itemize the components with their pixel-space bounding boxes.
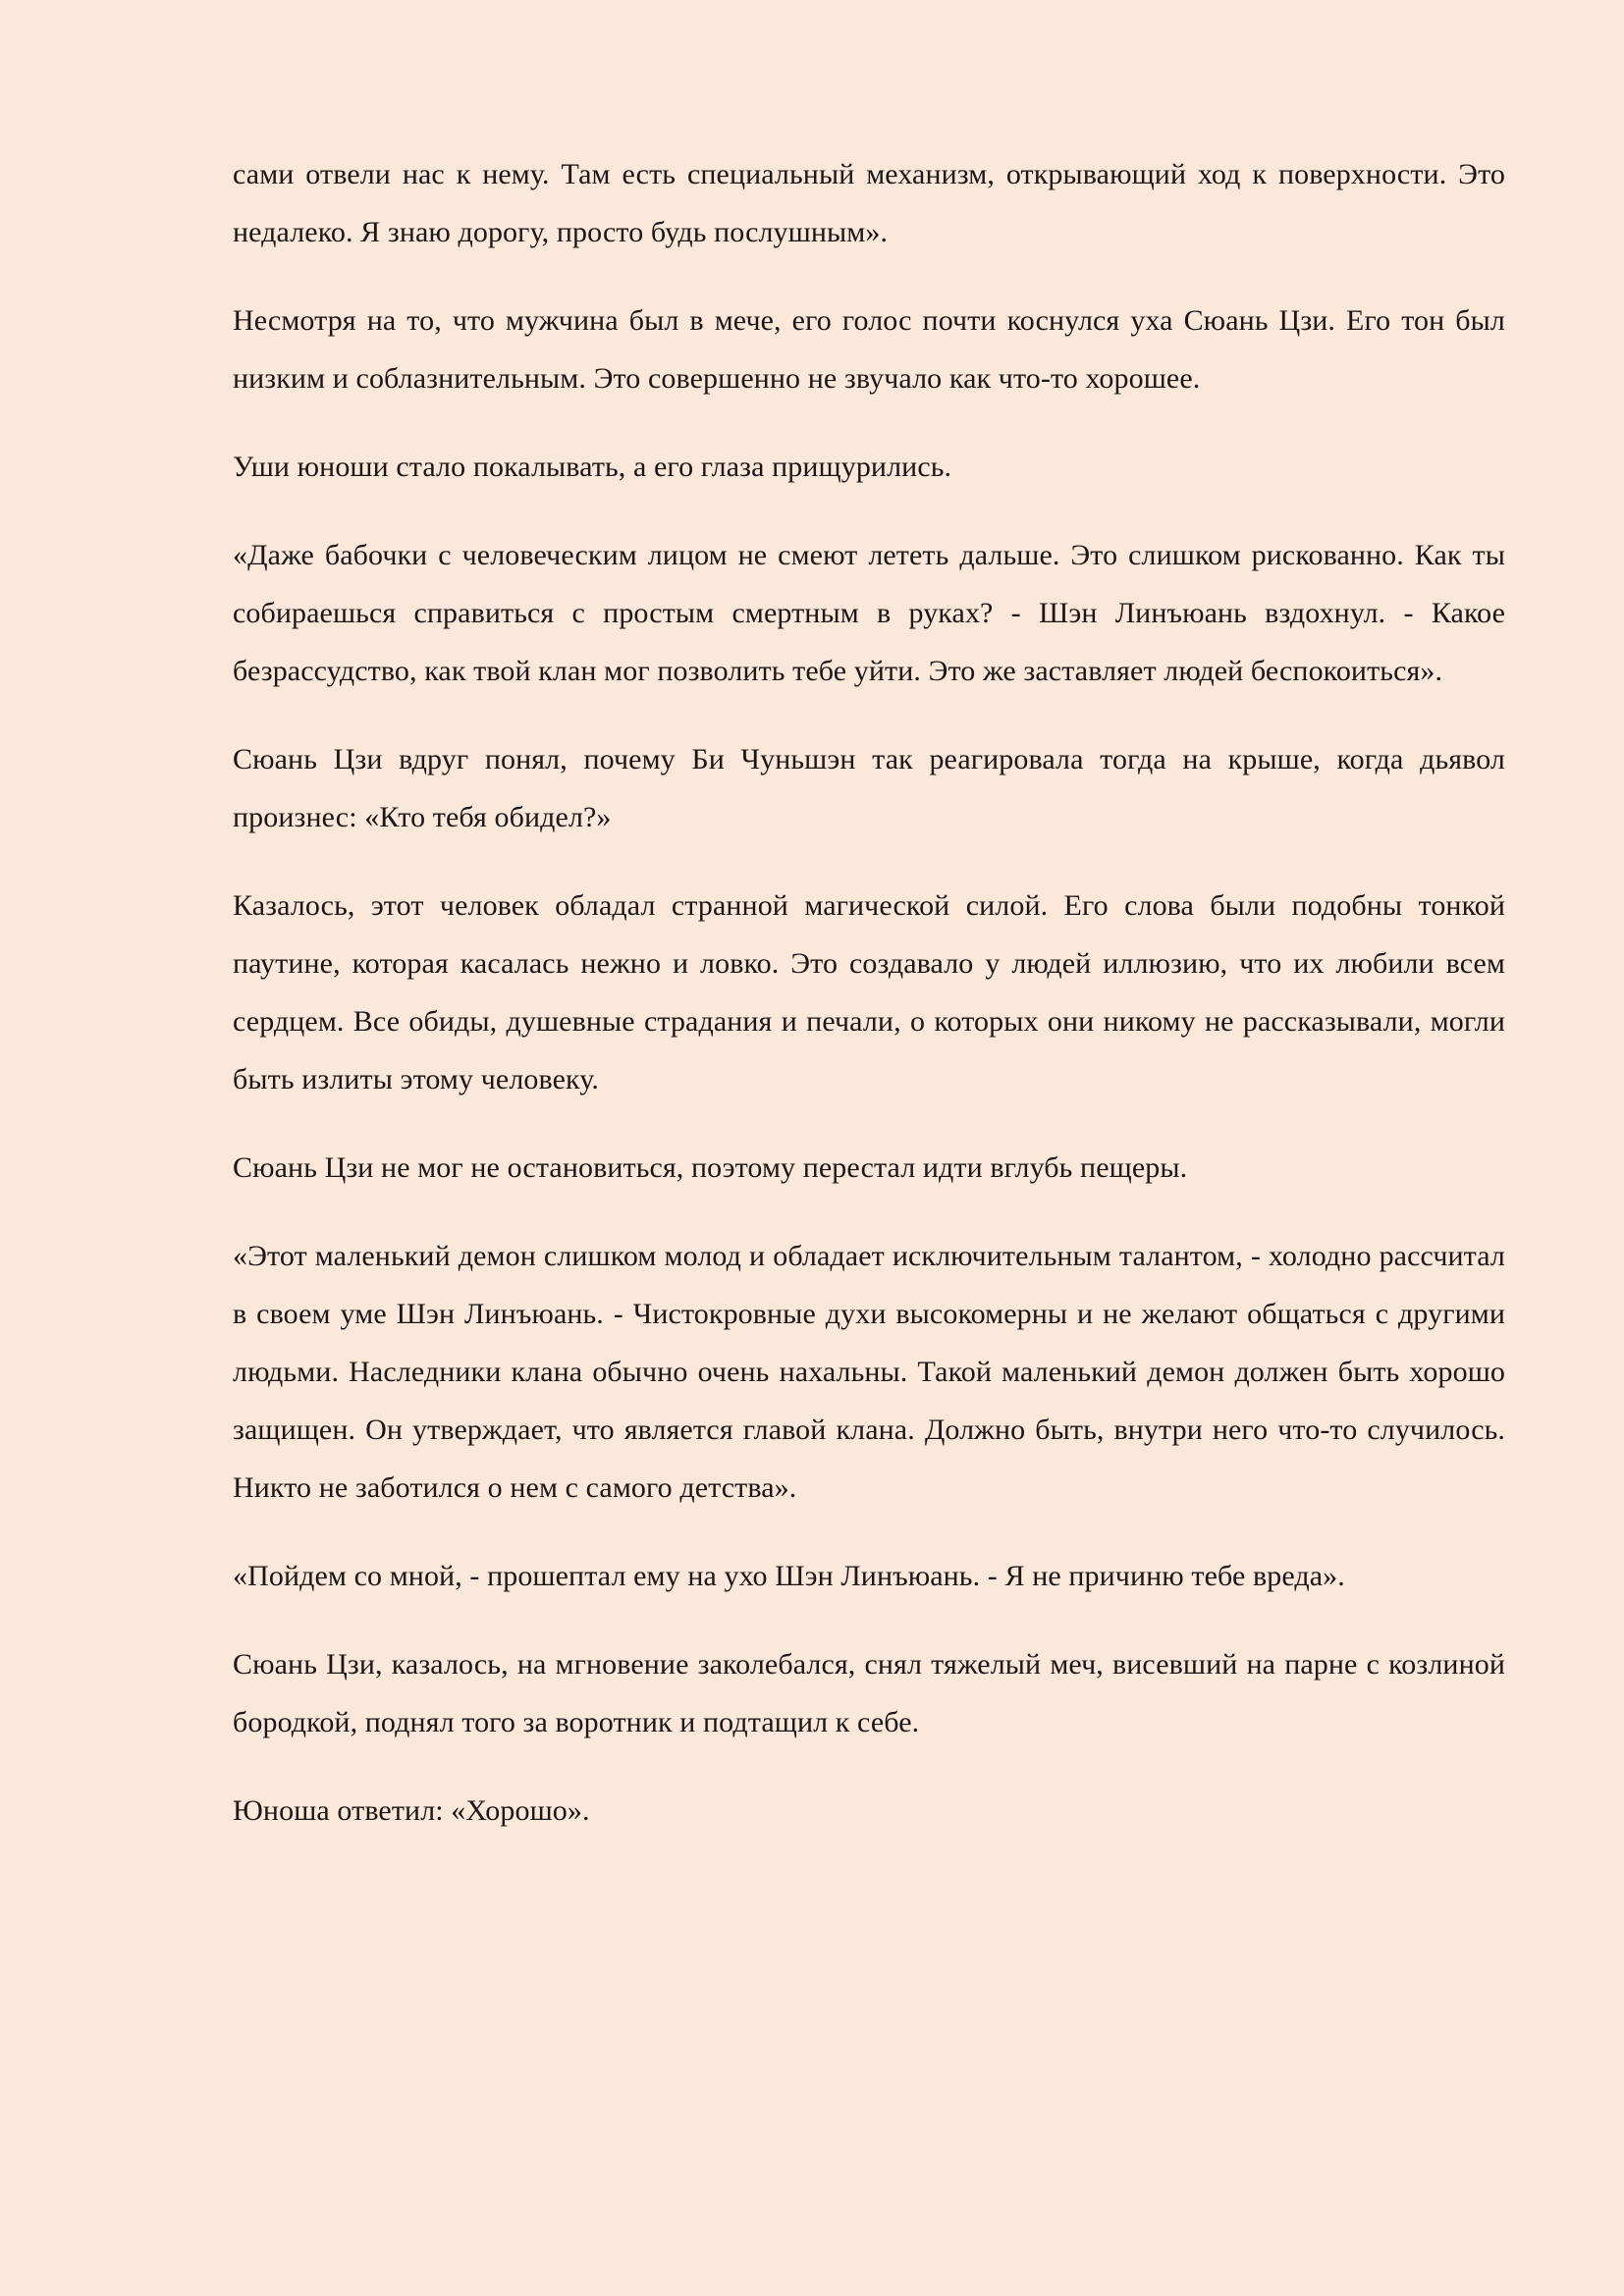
paragraph-9: «Пойдем со мной, - прошептал ему на ухо Шэн Линъюань. - Я не причиню тебе вреда». (233, 1560, 1345, 1592)
paragraph-10: Сюань Цзи, казалось, на мгновение заколебался, снял тяжелый меч, висевший на парне с козлиной бородкой, поднял того за воротник и подтащил к себе. (233, 1648, 1505, 1738)
paragraph-5: Сюань Цзи вдруг понял, почему Би Чуньшэн так реагировала тогда на крыше, когда дьявол произнес: «Кто тебя обидел?» (233, 743, 1505, 833)
paragraph-1: сами отвели нас к нему. Там есть специальный механизм, открывающий ход к поверхности. Это недалеко. Я знаю дорогу, просто будь послушным». (233, 158, 1505, 248)
paragraph-4: «Даже бабочки с человеческим лицом не смеют лететь дальше. Это слишком рискованно. Как ты собираешься справиться с простым смертным в руках? - Шэн Линъюань вздохнул. - Какое безрассудство, как твой клан мог позволить тебе уйти. Это же заставляет людей беспокоиться». (233, 539, 1505, 687)
paragraph-11: Юноша ответил: «Хорошо». (233, 1794, 590, 1827)
paragraph-3: Уши юноши стало покалывать, а его глаза прищурились. (233, 451, 952, 483)
paragraph-2: Несмотря на то, что мужчина был в мече, его голос почти коснулся уха Сюань Цзи. Его тон был низким и соблазнительным. Это совершенно не звучало как что-то хорошее. (233, 304, 1505, 395)
paragraph-8: «Этот маленький демон слишком молод и обладает исключительным талантом, - холодно рассчитал в своем уме Шэн Линъюань. - Чистокровные духи высокомерны и не желают общаться с другими людьми. Наследники клана обычно очень нахальны. Такой маленький демон должен быть хорошо защищен. Он утверждает, что является главой клана. Должно быть, внутри него что-то случилось. Никто не заботился о нем с самого детства». (233, 1240, 1505, 1504)
document-page (233, 145, 1505, 1870)
paragraph-7: Сюань Цзи не мог не остановиться, поэтому перестал идти вглубь пещеры. (233, 1151, 1188, 1184)
paragraph-6: Казалось, этот человек обладал странной магической силой. Его слова были подобны тонкой паутине, которая касалась нежно и ловко. Это создавало у людей иллюзию, что их любили всем сердцем. Все обиды, душевные страдания и печали, о которых они никому не рассказывали, могли быть излиты этому человеку. (233, 889, 1505, 1095)
